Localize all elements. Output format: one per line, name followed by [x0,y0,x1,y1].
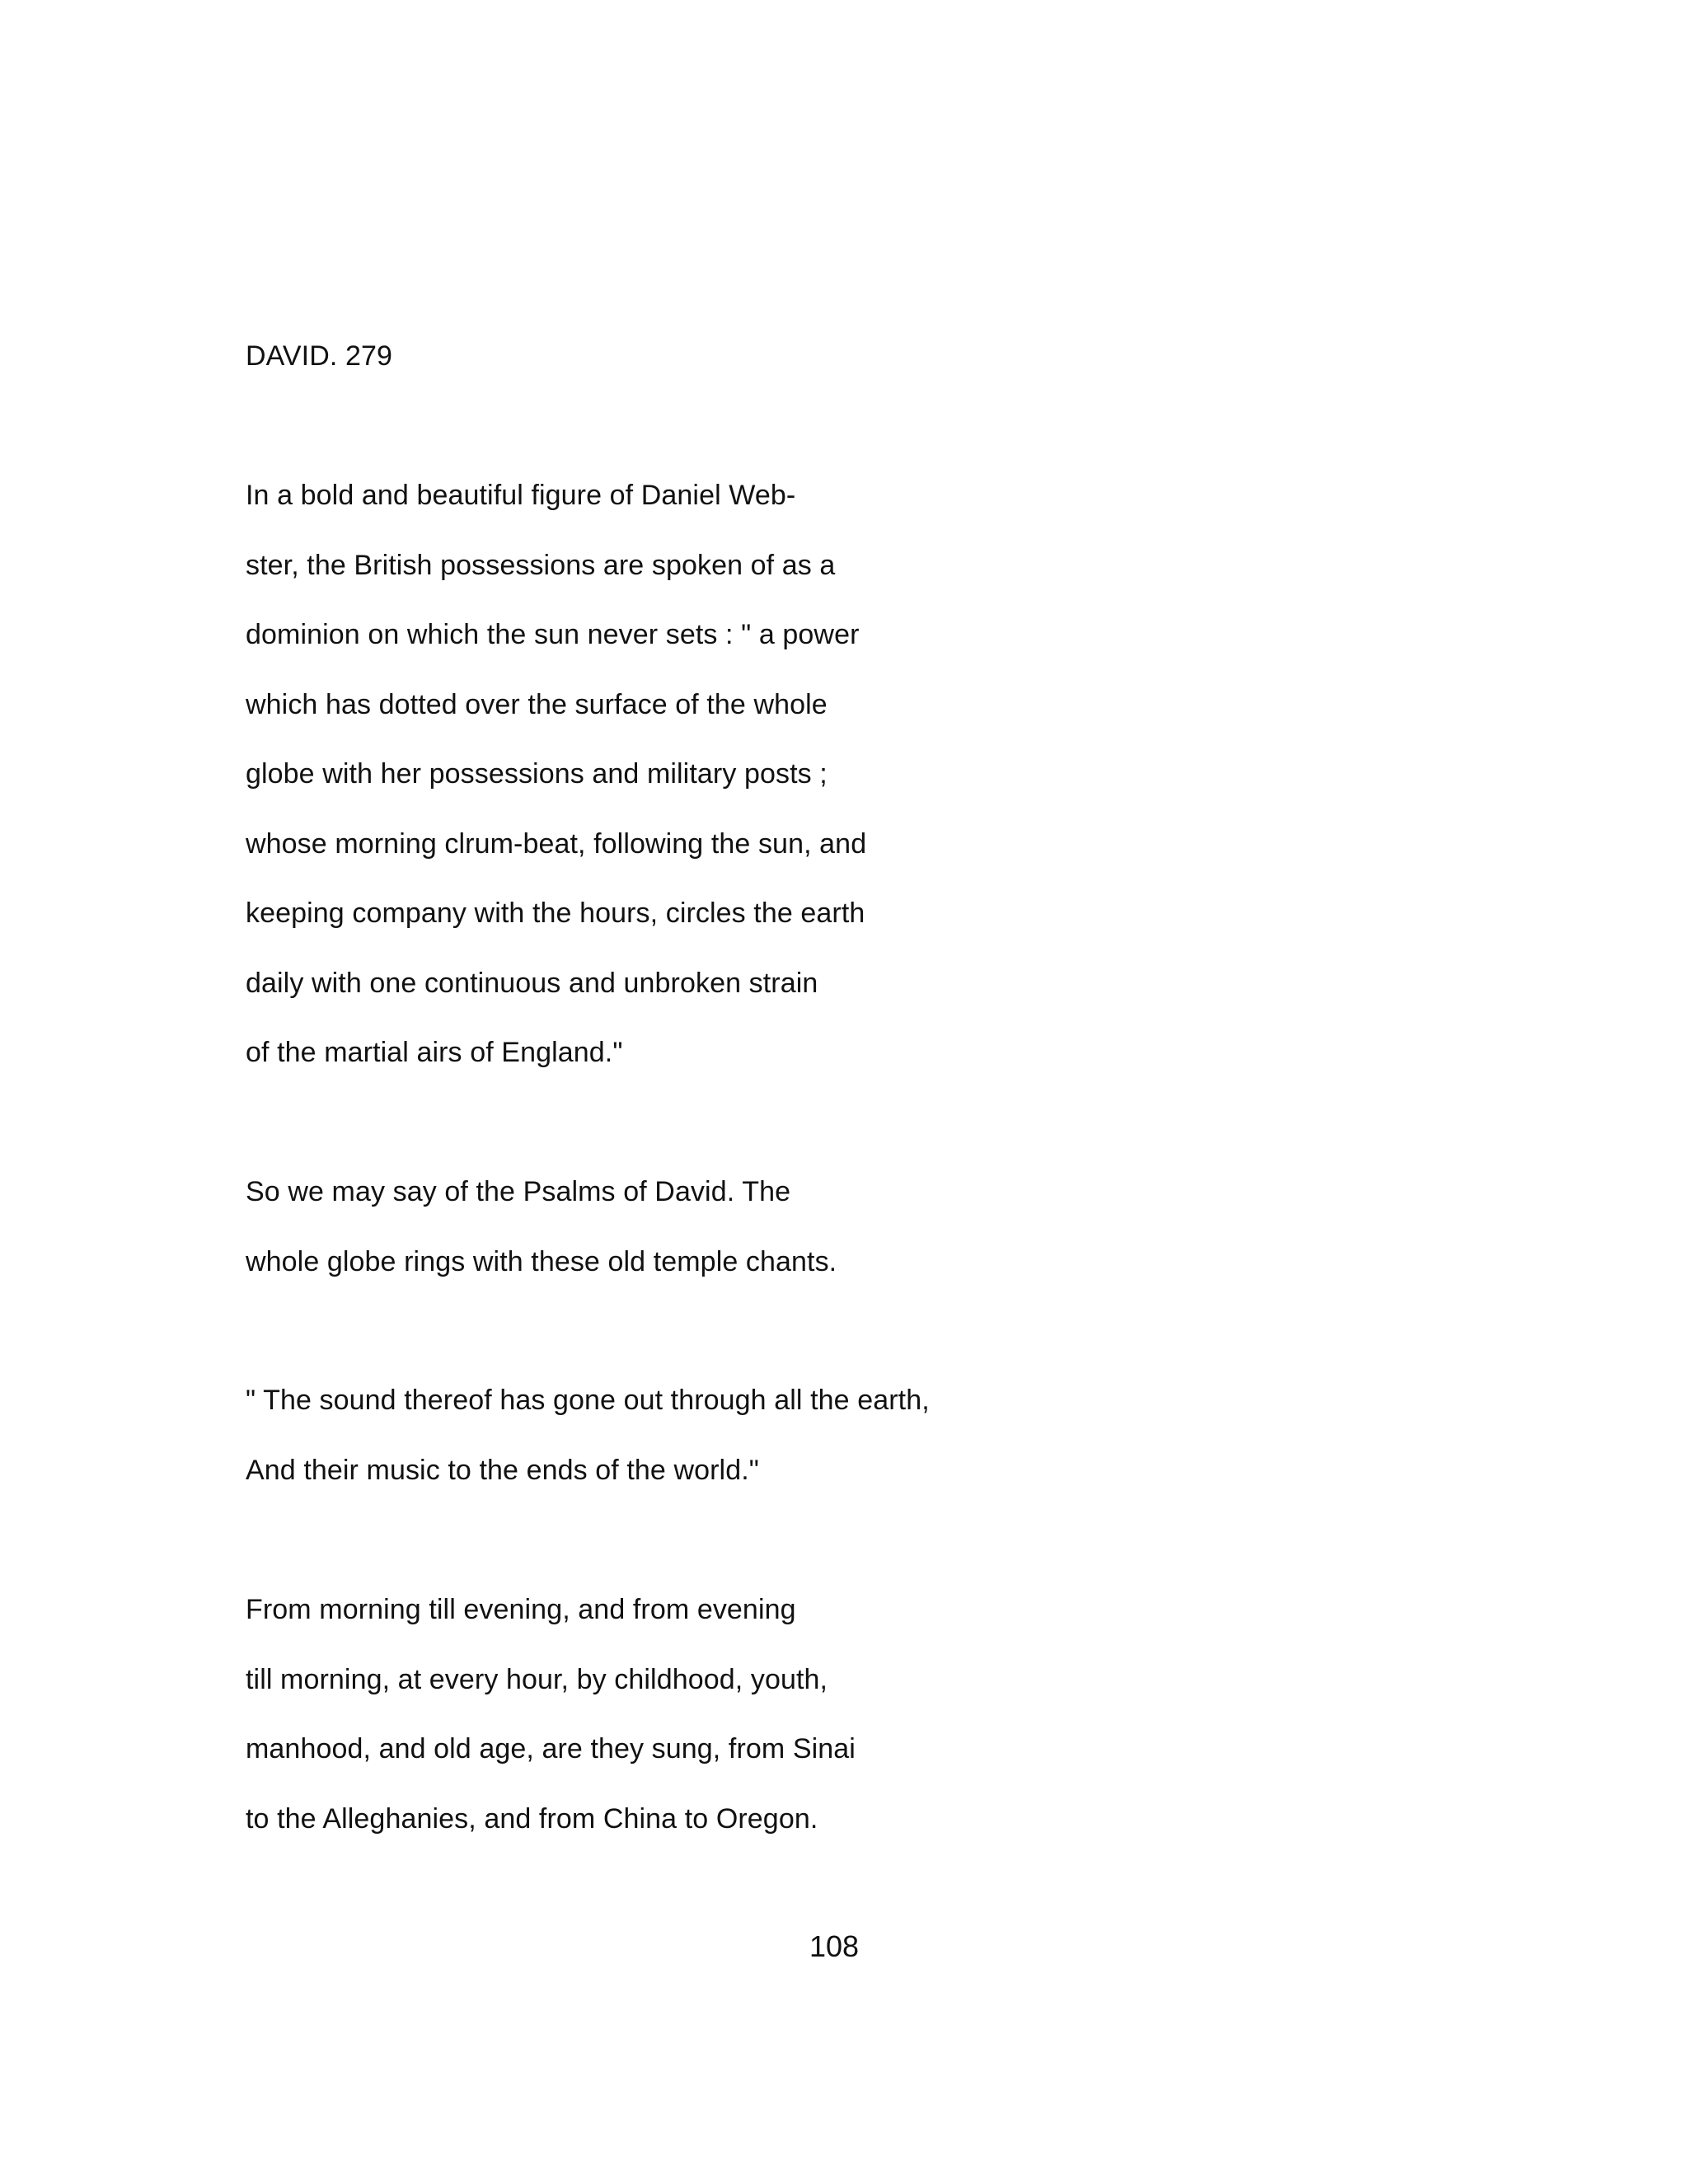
paragraph-line: daily with one continuous and unbroken strain [246,967,818,999]
paragraph-line: " The sound thereof has gone out through all the earth, [246,1385,930,1416]
paragraph-line: whose morning clrum-beat, following the sun, and [246,827,867,860]
paragraph-line: globe with her possessions and military posts ; [246,758,828,790]
paragraph-line: And their music to the ends of the world." [246,1454,759,1486]
paragraph-line: So we may say of the Psalms of David. The [246,1176,791,1207]
paragraph-webster-quote [246,461,1482,1088]
paragraph-line: whole globe rings with these old temple chants. [246,1245,837,1277]
paragraph-line: which has dotted over the surface of the whole [246,688,828,720]
paragraph-line: to the Alleghanies, and from China to Oregon. [246,1802,818,1835]
paragraph-verse-quote [246,1366,1482,1505]
paragraph-line: of the martial airs of England." [246,1037,623,1068]
paragraph-line: In a bold and beautiful figure of Daniel Web- [246,480,796,511]
paragraph-morning-evening [246,1575,1482,1854]
paragraph-line: ster, the British possessions are spoken of as a [246,549,836,581]
running-head-text: DAVID. 279 [246,340,393,372]
paragraph-psalms [246,1157,1482,1296]
paragraph-line: keeping company with the hours, circles the earth [246,898,865,929]
running-head [246,321,1482,391]
paragraph-line: manhood, and old age, are they sung, from Sinai [246,1733,856,1765]
page-number: 108 [809,1929,860,1963]
paragraph-line: dominion on which the sun never sets : " a power [246,619,860,650]
paragraph-line: till morning, at every hour, by childhood, youth, [246,1663,828,1695]
paragraph-line: From morning till evening, and from evening [246,1594,796,1625]
